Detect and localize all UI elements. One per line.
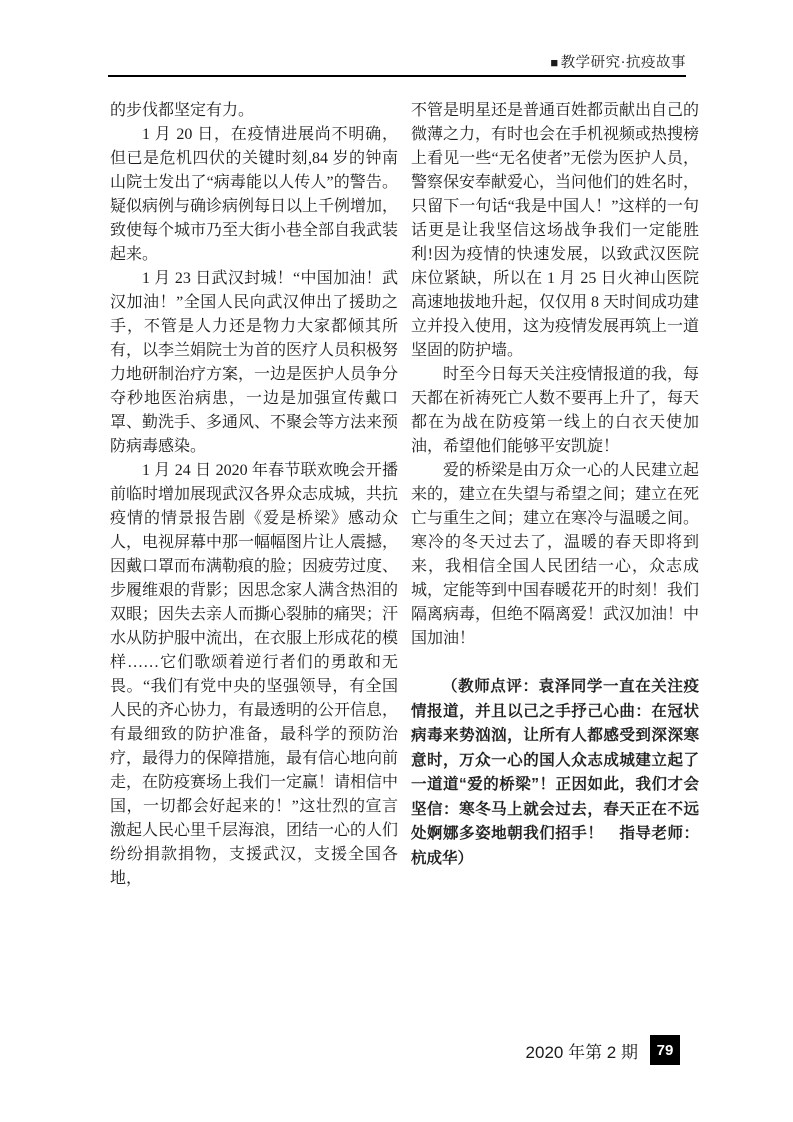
section-label: 教学研究·抗疫故事 xyxy=(560,55,686,71)
issue-label: 2020 年第 2 期 xyxy=(525,1042,638,1062)
article-left-column xyxy=(110,99,398,891)
article-paragraph: 的步伐都坚定有力。 xyxy=(110,102,255,119)
article-paragraph: 爱的桥梁是由万众一心的人民建立起来的，建立在失望与希望之间；建立在死亡与重生之间；建立在寒冷与温暖之间。寒冷的冬天过去了，温暖的春天即将到来，我相信全国人民团结一心，众志成城，定能等到中国春暖花开的时刻！我们隔离病毒，但绝不隔离爱！武汉加油！中国加油！ xyxy=(411,462,700,647)
page-footer xyxy=(526,1035,680,1065)
right-column-paragraphs xyxy=(411,99,699,651)
teacher-comment: （教师点评：袁泽同学一直在关注疫情报道，并且以己之手抒己心曲：在冠状病毒来势汹汹，让所有人都感受到深深寒意时，万众一心的国人众志成城建立起了一道道“爱的桥梁”！正因如此，我们才会坚信：寒冬马上就会过去，春天正在不远处婀娜多姿地朝我们招手！ 指导老师：杭成华） xyxy=(411,678,699,867)
header-rule xyxy=(108,75,686,77)
page-number-badge: 79 xyxy=(650,1035,680,1065)
article-paragraph: 时至今日每天关注疫情报道的我，每天都在祈祷死亡人数不要再上升了，每天都在为战在防疫第一线上的白衣天使加油，希望他们能够平安凯旋！ xyxy=(411,366,700,455)
article-paragraph: 不管是明星还是普通百姓都贡献出自己的微薄之力，有时也会在手机视频或热搜榜上看见一些“无名使者”无偿为医护人员，警察保安奉献爱心，当问他们的姓名时，只留下一句话“我是中国人！”这样的一句话更是让我坚信这场战争我们一定能胜利!因为疫情的快速发展，以致武汉医院床位紧缺，所以在 1 月 25 日火神山医院高速地拔地升起，仅仅用 8 天时间成功建立并投入使用，这为疫情发展再筑上一道坚固的防护墙。 xyxy=(411,102,700,359)
article-paragraph: 1 月 24 日 2020 年春节联欢晚会开播前临时增加展现武汉各界众志成城，共抗疫情的情景报告剧《爱是桥梁》感动众人，电视屏幕中那一幅幅图片让人震撼，因戴口罩而布满勒痕的脸；因疲劳过度、步履维艰的背影；因思念家人满含热泪的双眼；因失去亲人而撕心裂肺的痛哭；汗水从防护服中流出，在衣服上形成花的模样……它们歌颂着逆行者们的勇敢和无畏。“我们有党中央的坚强领导，有全国人民的齐心协力，有最透明的公开信息，有最细致的防护准备，最科学的预防治疗，最得力的保障措施，最有信心地向前走，在防疫赛场上我们一定赢！请相信中国，一切都会好起来的！”这壮烈的宣言激起人民心里千层海浪，团结一心的人们纷纷捐款捐物，支援武汉，支援全国各地， xyxy=(110,462,399,887)
article-paragraph: 1 月 23 日武汉封城！“中国加油！武汉加油！”全国人民向武汉伸出了援助之手，不管是人力还是物力大家都倾其所有，以李兰娟院士为首的医疗人员积极努力地研制治疗方案，一边是医护人员争分夺秒地医治病患，一边是加强宣传戴口罩、勤洗手、多通风、不聚会等方法来预防病毒感染。 xyxy=(110,270,399,455)
section-marker-icon: ■ xyxy=(550,55,559,70)
article-right-column xyxy=(411,99,699,871)
article-paragraph: 1 月 20 日，在疫情进展尚不明确，但已是危机四伏的关键时刻,84 岁的钟南山院士发出了“病毒能以人传人”的警告。疑似病例与确诊病例每日以上千例增加，致使每个城市乃至大街小巷全部自我武装起来。 xyxy=(110,126,399,263)
page-header xyxy=(550,54,686,72)
